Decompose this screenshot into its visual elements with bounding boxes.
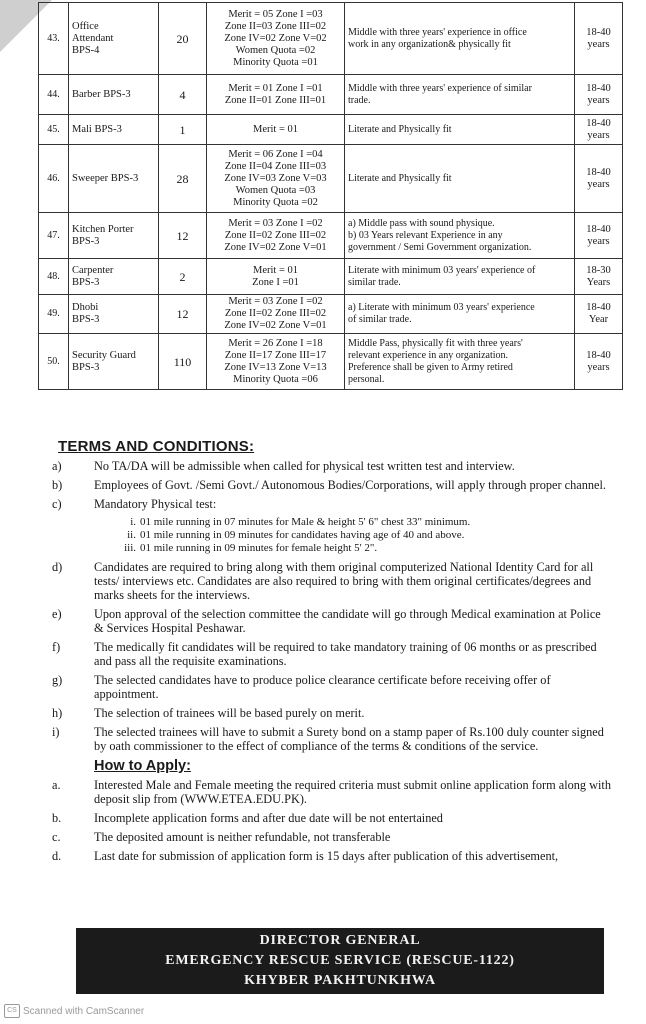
qualification — [345, 295, 575, 334]
watermark-text: Scanned with CamScanner — [23, 1005, 145, 1017]
quota-distribution — [207, 75, 345, 115]
term-text: The selected trainees will have to submit a Surety bond on a stamp paper of Rs.100 duly counter signed by oath commissioner to the effect of compliance of the terms & conditions of the service. — [94, 725, 604, 753]
job-row — [39, 295, 623, 334]
apply-text: Last date for submission of application form is 15 days after publication of this advertisement, — [94, 849, 559, 863]
post-name — [69, 3, 159, 75]
qualification-line: b) 03 Years relevant Experience in any — [348, 229, 503, 241]
qualification-line: Middle with three years' experience of similar — [348, 82, 532, 94]
physical-test-label: i. — [130, 516, 136, 528]
term-label: d) — [52, 560, 63, 574]
qualification — [345, 213, 575, 259]
physical-test-label: ii. — [127, 529, 136, 541]
quota-distribution-line: Minority Quota =02 — [233, 196, 318, 208]
age-limit-line: 18-40 — [586, 302, 611, 313]
term-label: h) — [52, 706, 63, 720]
footer-line-1: DIRECTOR GENERAL — [259, 933, 421, 948]
quota-distribution — [207, 115, 345, 145]
age-limit-line: 18-40 — [586, 223, 611, 235]
qualification-line: Literate and Physically fit — [348, 172, 452, 184]
term-text: The medically fit candidates will be required to take mandatory training of 06 months or as prescribed and pass all the requisite examinations. — [94, 640, 597, 668]
how-to-apply-list — [52, 778, 612, 863]
age-limit — [575, 145, 623, 213]
quota-distribution-line: Merit = 01 — [253, 123, 298, 135]
term-item — [52, 459, 612, 473]
post-name-line: BPS-3 — [72, 235, 100, 247]
quota-distribution-line: Zone IV=02 Zone V=01 — [224, 320, 327, 331]
qualification-line: Middle Pass, physically fit with three years' — [348, 337, 523, 349]
number-of-posts: 12 — [159, 213, 207, 259]
qualification-line: government / Semi Government organization. — [348, 241, 532, 253]
physical-test-label: iii. — [124, 542, 136, 554]
qualification — [345, 115, 575, 145]
post-name-line: Security Guard — [72, 349, 136, 361]
quota-distribution-line: Zone II=01 Zone III=01 — [224, 94, 327, 106]
term-item — [52, 640, 612, 668]
job-row — [39, 3, 623, 75]
apply-item — [52, 830, 612, 844]
quota-distribution-line: Merit = 03 Zone I =02 — [228, 217, 323, 229]
term-label: a) — [52, 459, 62, 473]
qualification-line: Middle with three years' experience in office — [348, 26, 527, 38]
age-limit-line: 18-40 — [586, 166, 611, 178]
qualification — [345, 259, 575, 295]
job-row — [39, 259, 623, 295]
term-text: Employees of Govt. /Semi Govt./ Autonomous Bodies/Corporations, will apply through proper channel. — [94, 478, 606, 492]
apply-text: Interested Male and Female meeting the required criteria must submit online application form along with deposit slip from (WWW.ETEA.EDU.PK). — [94, 778, 611, 806]
physical-test-list — [116, 516, 612, 555]
physical-test-item — [116, 542, 612, 555]
post-name-line: Barber BPS-3 — [72, 88, 131, 100]
quota-distribution-line: Zone II=02 Zone III=02 — [224, 308, 327, 319]
term-text: No TA/DA will be admissible when called for physical test written test and interview. — [94, 459, 515, 473]
camscanner-watermark — [4, 1004, 144, 1018]
quota-distribution-line: Merit = 06 Zone I =04 — [228, 148, 323, 160]
footer-line-3: KHYBER PAKHTUNKHWA — [244, 973, 436, 988]
age-limit — [575, 115, 623, 145]
quota-distribution-line: Zone II=02 Zone III=02 — [224, 229, 327, 241]
qualification-line: Preference shall be given to Army retired — [348, 361, 513, 373]
age-limit-line: 18-40 — [586, 82, 611, 94]
quota-distribution — [207, 145, 345, 213]
quota-distribution — [207, 334, 345, 390]
term-label: i) — [52, 725, 60, 739]
footer-signature-box — [76, 928, 604, 994]
physical-test-text: 01 mile running in 07 minutes for Male & height 5' 6" chest 33" minimum. — [140, 516, 471, 528]
number-of-posts: 28 — [159, 145, 207, 213]
apply-label: b. — [52, 811, 62, 825]
quota-distribution — [207, 3, 345, 75]
term-label: c) — [52, 497, 62, 511]
apply-label: d. — [52, 849, 62, 863]
apply-text: The deposited amount is neither refundable, not transferable — [94, 830, 391, 844]
quota-distribution — [207, 259, 345, 295]
age-limit-line: 18-40 — [586, 26, 611, 38]
apply-label: a. — [52, 778, 61, 792]
post-name-line: Sweeper BPS-3 — [72, 172, 139, 184]
term-label: e) — [52, 607, 62, 621]
serial-number: 45. — [39, 115, 69, 145]
qualification — [345, 75, 575, 115]
terms-list — [52, 459, 612, 753]
post-name-line: Attendant — [72, 32, 114, 44]
age-limit-line: Year — [588, 314, 609, 325]
quota-distribution-line: Zone I =01 — [252, 276, 299, 288]
term-text: The selection of trainees will be based purely on merit. — [94, 706, 365, 720]
age-limit-line: years — [587, 235, 610, 247]
physical-test-item — [116, 529, 612, 542]
quota-distribution-line: Merit = 01 Zone I =01 — [228, 82, 323, 94]
quota-distribution-line: Merit = 01 — [253, 264, 298, 276]
quota-distribution-line: Minority Quota =06 — [233, 373, 318, 385]
term-text: Candidates are required to bring along with them original computerized National Identity Card for all tests/ interviews etc. Candidates are also required to bring with them original certificates/degrees and marks sheets for the interviews. — [94, 560, 594, 602]
term-text: Upon approval of the selection committee the candidate will go through Medical examination at Police & Services Hospital Peshawar. — [94, 607, 601, 635]
number-of-posts: 2 — [159, 259, 207, 295]
quota-distribution — [207, 213, 345, 259]
age-limit-line: years — [587, 38, 610, 50]
job-row — [39, 213, 623, 259]
term-item — [52, 607, 612, 635]
post-name — [69, 75, 159, 115]
physical-test-item — [116, 516, 612, 529]
job-row — [39, 115, 623, 145]
physical-test-text: 01 mile running in 09 minutes for candidates having age of 40 and above. — [140, 529, 465, 541]
age-limit — [575, 3, 623, 75]
terms-and-conditions — [52, 438, 612, 868]
term-item — [52, 725, 612, 753]
qualification-line: work in any organization& physically fit — [348, 38, 511, 50]
age-limit-line: years — [587, 94, 610, 106]
post-name — [69, 213, 159, 259]
term-item — [52, 706, 612, 720]
age-limit — [575, 334, 623, 390]
age-limit-line: 18-40 — [586, 117, 611, 129]
age-limit-line: years — [587, 178, 610, 190]
serial-number: 44. — [39, 75, 69, 115]
jobs-table — [38, 2, 623, 390]
quota-distribution-line: Merit = 26 Zone I =18 — [228, 337, 323, 349]
number-of-posts: 1 — [159, 115, 207, 145]
physical-test-text: 01 mile running in 09 minutes for female height 5' 2". — [140, 542, 378, 554]
quota-distribution-line: Minority Quota =01 — [233, 56, 318, 68]
serial-number: 50. — [39, 334, 69, 390]
term-item — [52, 560, 612, 602]
apply-label: c. — [52, 830, 61, 844]
serial-number: 47. — [39, 213, 69, 259]
post-name-line: BPS-3 — [72, 361, 100, 373]
qualification-line: Literate with minimum 03 years' experience of — [348, 264, 536, 276]
post-name — [69, 145, 159, 213]
qualification-line: personal. — [348, 373, 385, 385]
term-label: b) — [52, 478, 63, 492]
number-of-posts: 12 — [159, 295, 207, 334]
qualification — [345, 3, 575, 75]
post-name — [69, 295, 159, 334]
quota-distribution-line: Zone IV=03 Zone V=03 — [224, 172, 327, 184]
qualification-line: relevant experience in any organization. — [348, 349, 509, 361]
quota-distribution-line: Zone II=17 Zone III=17 — [224, 349, 327, 361]
quota-distribution-line: Zone IV=02 Zone V=02 — [224, 32, 327, 44]
term-text: The selected candidates have to produce police clearance certificate before receiving offer of appointment. — [94, 673, 551, 701]
post-name-line: Office — [72, 20, 99, 32]
qualification-line: of similar trade. — [348, 314, 412, 325]
post-name-line: Mali BPS-3 — [72, 123, 122, 135]
term-text: Mandatory Physical test: — [94, 497, 217, 511]
job-row — [39, 75, 623, 115]
qualification — [345, 334, 575, 390]
age-limit-line: 18-40 — [586, 349, 611, 361]
quota-distribution-line: Women Quota =02 — [235, 44, 316, 56]
age-limit — [575, 213, 623, 259]
post-name-line: BPS-4 — [72, 44, 100, 56]
age-limit-line: Years — [586, 276, 611, 288]
post-name — [69, 115, 159, 145]
job-row — [39, 334, 623, 390]
number-of-posts: 4 — [159, 75, 207, 115]
post-name — [69, 259, 159, 295]
apply-item — [52, 811, 612, 825]
apply-item — [52, 778, 612, 806]
apply-text: Incomplete application forms and after due date will be not entertained — [94, 811, 443, 825]
qualification-line: similar trade. — [348, 276, 401, 288]
quota-distribution — [207, 295, 345, 334]
post-name — [69, 334, 159, 390]
term-label: f) — [52, 640, 61, 654]
how-to-apply-heading: How to Apply: — [94, 758, 191, 774]
qualification — [345, 145, 575, 213]
post-name-line: Carpenter — [72, 264, 114, 276]
serial-number: 49. — [39, 295, 69, 334]
quota-distribution-line: Zone IV=13 Zone V=13 — [224, 361, 327, 373]
quota-distribution-line: Zone IV=02 Zone V=01 — [224, 241, 327, 253]
qualification-line: trade. — [348, 94, 371, 106]
term-item — [52, 673, 612, 701]
age-limit-line: years — [587, 361, 610, 373]
serial-number: 48. — [39, 259, 69, 295]
camscanner-icon: CS — [4, 1004, 20, 1018]
number-of-posts: 110 — [159, 334, 207, 390]
quota-distribution-line: Merit = 05 Zone I =03 — [228, 8, 323, 20]
qualification-line: a) Middle pass with sound physique. — [348, 217, 495, 229]
term-item — [52, 478, 612, 492]
apply-item — [52, 849, 612, 863]
post-name-line: BPS-3 — [72, 314, 100, 325]
age-limit-line: 18-30 — [586, 264, 611, 276]
term-label: g) — [52, 673, 63, 687]
job-row — [39, 145, 623, 213]
term-item — [52, 497, 612, 511]
age-limit — [575, 259, 623, 295]
post-name-line: Kitchen Porter — [72, 223, 134, 235]
age-limit-line: years — [587, 129, 610, 141]
footer-line-2: EMERGENCY RESCUE SERVICE (RESCUE-1122) — [165, 953, 515, 968]
quota-distribution-line: Zone II=04 Zone III=03 — [224, 160, 327, 172]
post-name-line: BPS-3 — [72, 276, 100, 288]
quota-distribution-line: Women Quota =03 — [235, 184, 316, 196]
number-of-posts: 20 — [159, 3, 207, 75]
qualification-line: Literate and Physically fit — [348, 123, 452, 135]
serial-number: 43. — [39, 3, 69, 75]
age-limit — [575, 295, 623, 334]
serial-number: 46. — [39, 145, 69, 213]
quota-distribution-line: Merit = 03 Zone I =02 — [228, 296, 323, 307]
terms-heading: TERMS AND CONDITIONS: — [58, 438, 255, 455]
qualification-line: a) Literate with minimum 03 years' experience — [348, 302, 535, 313]
age-limit — [575, 75, 623, 115]
post-name-line: Dhobi — [72, 302, 99, 313]
quota-distribution-line: Zone II=03 Zone III=02 — [224, 20, 327, 32]
